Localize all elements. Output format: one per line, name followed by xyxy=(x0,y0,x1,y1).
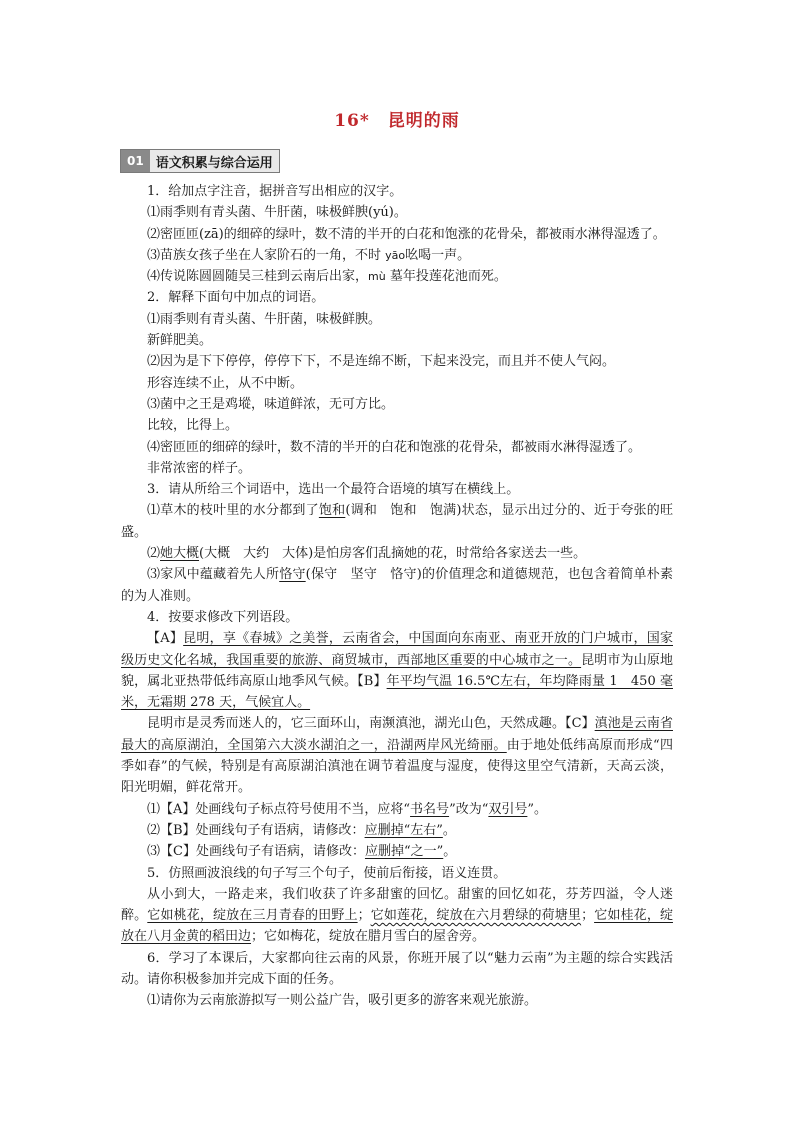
answer-blank: 应删掉“左右” xyxy=(364,822,443,838)
q5-stem: 5．仿照画波浪线的句子写三个句子，使前后衔接，语义连贯。 xyxy=(147,865,507,881)
q2-answer-1: 新鲜肥美。 xyxy=(147,333,213,349)
answer-blank: 她大概 xyxy=(160,546,200,562)
q2-stem: 2．解释下面句中加点的词语。 xyxy=(147,290,325,306)
section-name: 语文积累与综合运用 xyxy=(155,155,273,171)
section-header xyxy=(120,149,280,173)
q4-answer-1: ⑴【A】处画线句子标点符号使用不当，应将“书名号”改为“双引号”。 xyxy=(147,801,548,817)
q1-item-1: ⑴雨季则有青头菌、牛肝菌，味极鲜腴(yú)。 xyxy=(147,205,407,221)
q2-item-3: ⑶菌中之王是鸡㙡，味道鲜浓，无可方比。 xyxy=(147,396,395,412)
q2-item-1: ⑴雨季则有青头菌、牛肝菌，味极鲜腴。 xyxy=(147,311,382,327)
q3-item-2: ⑵她大概(大概 大约 大体)是怕房客们乱摘她的花，时常给各家送去一些。 xyxy=(147,546,587,562)
exercise-content xyxy=(121,181,673,1012)
answer-blank: 恪守 xyxy=(279,567,306,583)
q5-answer: 从小到大，一路走来，我们收获了许多甜蜜的回忆。甜蜜的回忆如花，芬芳四溢，令人迷醉。它如桃花，绽放在三月青春的田野上；它如莲花，绽放在六月碧绿的荷塘里；它如桂花，绽放在八月金黄的稻田边；它如梅花，绽放在腊月雪白的屋舍旁。 xyxy=(121,886,673,945)
underlined-sentence-a: 昆明，享《春城》之美誉，云南省会，中国面向东南亚、南亚开放的门户城市，国家级历史文化名城，我国重要的旅游、商贸城市，西部地区重要的中心城市之一。 xyxy=(121,631,673,668)
q2-item-4: ⑷密匝匝的细碎的绿叶，数不清的半开的白花和饱涨的花骨朵，都被雨水淋得湿透了。 xyxy=(147,439,642,455)
pinyin: mù xyxy=(368,270,386,284)
q3-stem: 3．请从所给三个词语中，选出一个最符合语境的填写在横线上。 xyxy=(147,482,520,498)
pinyin: yāo xyxy=(385,248,406,262)
answer-blank: 应删掉“之一” xyxy=(364,844,444,860)
answer-blank: 它如桃花，绽放在三月青春的田野上 xyxy=(147,908,358,924)
q1-item-4: ⑷传说陈圆圆随吴三桂到云南后出家，mù 墓年投莲花池而死。 xyxy=(147,269,507,285)
q1-stem: 1．给加点字注音，据拼音写出相应的汉字。 xyxy=(147,184,403,199)
q1-item-3: ⑶苗族女孩子坐在人家阶石的一角，不时 yāo吆喝一声。 xyxy=(147,247,471,263)
q4-answer-2: ⑵【B】处画线句子有语病，请修改：应删掉“左右”。 xyxy=(147,822,456,838)
q4-answer-3: ⑶【C】处画线句子有语病，请修改：应删掉“之一”。 xyxy=(147,844,457,860)
q4-passage-2: 昆明市是灵秀而迷人的，它三面环山，南濒滇池，湖光山色，天然成趣。【C】滇池是云南省最大的高原湖泊，全国第六大淡水湖泊之一，沿湖两岸风光绮丽。由于地处低纬高原而形成“四季如春”的气候，特别是有高原湖泊滇池在调节着温度与湿度，使得这里空气清新，天高云淡，阳光明媚，鲜花常开。 xyxy=(121,716,673,796)
underlined-sentence-b: 年平均气温 16.5℃左右，年均降雨量 1 450 毫米，无霜期 278 天，气候宜人。 xyxy=(121,673,673,711)
answer-blank: 它如桂花，绽放在八月金黄的稻田边 xyxy=(121,908,673,945)
q6-item-1: ⑴请你为云南旅游拟写一则公益广告，吸引更多的游客来观光旅游。 xyxy=(147,993,538,1009)
answer-blank: 双引号 xyxy=(488,801,528,817)
q3-item-3: ⑶家风中蕴藏着先人所恪守(保守 坚守 恪守)的价值理念和道德规范，也包含着简单朴素的为人准则。 xyxy=(121,567,673,604)
q4-passage-1: 【A】昆明，享《春城》之美誉，云南省会，中国面向东南亚、南亚开放的门户城市，国家级历史文化名城，我国重要的旅游、商贸城市，西部地区重要的中心城市之一。昆明市为山原地貌，属北亚热带低纬高原山地季风气候。【B】年平均气温 16.5℃左右，年均降雨量 1 450 毫米，无霜期 278 天，气候宜人。 xyxy=(121,631,673,711)
q4-stem: 4．按要求修改下列语段。 xyxy=(147,609,299,625)
q2-answer-3: 比较，比得上。 xyxy=(147,418,239,434)
q3-item-1: ⑴草木的枝叶里的水分都到了饱和(调和 饱和 饱满)状态，显示出过分的、近于夸张的旺盛。 xyxy=(121,503,673,540)
answer-blank: 书名号 xyxy=(410,801,450,817)
q2-answer-4: 非常浓密的样子。 xyxy=(147,460,252,476)
q6-stem: 6．学习了本课后，大家都向往云南的风景，你班开展了以“魅力云南”为主题的综合实践活动。请你积极参加并完成下面的任务。 xyxy=(121,950,673,987)
q2-item-2: ⑵因为是下下停停，停停下下，不是连绵不断，下起来没完，而且并不使人气闷。 xyxy=(147,354,616,370)
section-number: 01 xyxy=(121,150,150,172)
wavy-underlined-sentence: 它如莲花，绽放在六月碧绿的荷塘里 xyxy=(370,908,582,924)
q1-item-2: ⑵密匝匝(zā)的细碎的绿叶，数不清的半开的白花和饱涨的花骨朵，都被雨水淋得湿透了。 xyxy=(147,226,666,242)
page-title: 16* 昆明的雨 xyxy=(334,111,460,131)
answer-blank: 饱和 xyxy=(318,503,346,519)
q2-answer-2: 形容连续不止，从不中断。 xyxy=(147,375,304,391)
underlined-sentence-c: 滇池是云南省最大的高原湖泊，全国第六大淡水湖泊之一，沿湖两岸风光绮丽。 xyxy=(121,716,673,753)
